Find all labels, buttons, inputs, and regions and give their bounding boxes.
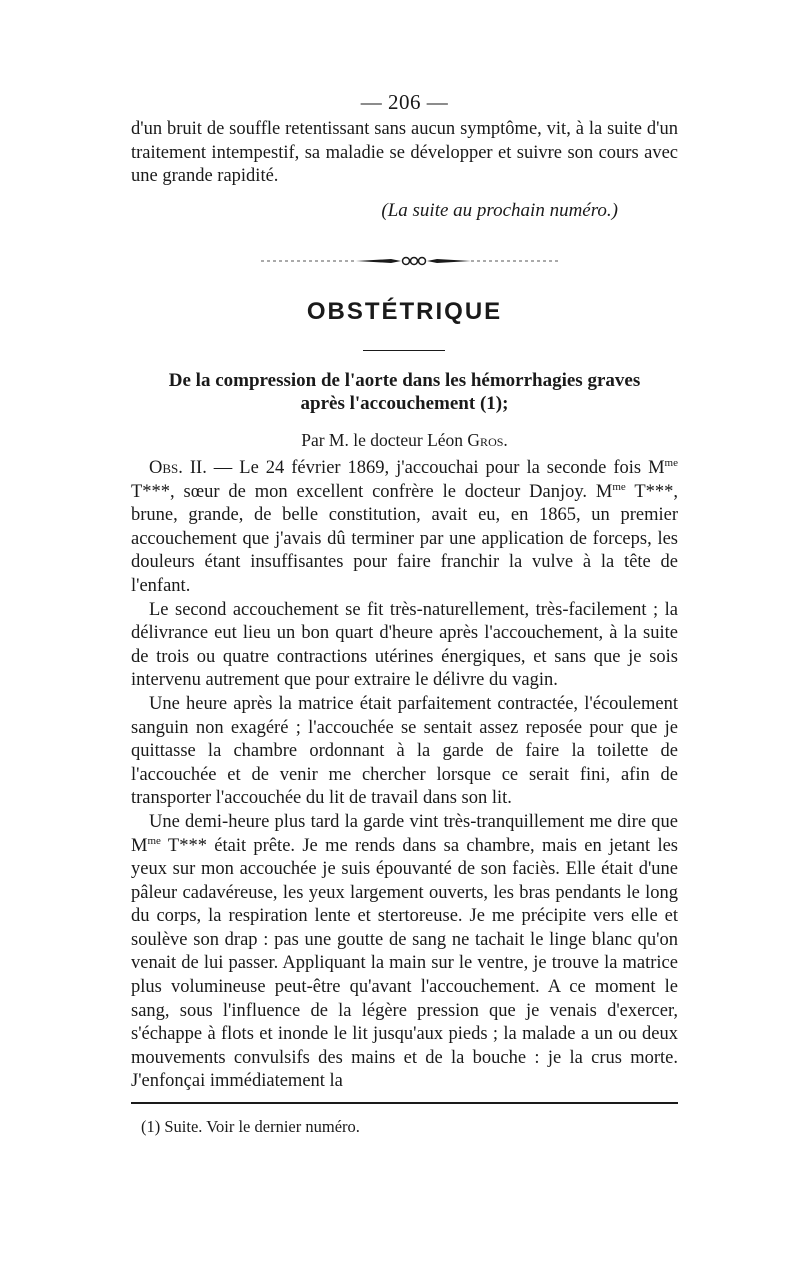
article-title (128, 369, 681, 415)
paragraph-4: Une demi-heure plus tard la garde vint très-tranquillement me dire que $M^{me}$ T*** était prête. Je me rends dans sa chambre, mais en jetant les yeux sur mon accouchée je suis épouvanté de son faciès. Elle était d'une pâleur cadavéreuse, les yeux largement ouverts, les bras pendants le long du corps, la respiration lente et stertoreuse. Je me précipite vers elle et soulève son drap : pas une goutte de sang ne tachait le linge blanc qu'on venait de lui passer. Appliquant la main sur le ventre, je trouve la matrice plus volumineuse peut-être qu'avant l'accouchement. A ce moment le sang, sous l'influence de la légère pression que je venais d'exercer, s'échappe à flots et inonde le lit jusqu'aux pieds ; la malade a un ou deux mouvements convulsifs des mains et de la bouche : je la crus morte. J'enfonçai immédiatement la (131, 811, 678, 1092)
page-number: — 206 — (360, 90, 449, 114)
ornament-divider (261, 252, 561, 270)
author-prefix: Par M. le docteur Léon (301, 430, 464, 450)
continuation-text: d'un bruit de souffle retentissant sans aucun symptôme, vit, à la suite d'un traitement intempestif, sa maladie se développer et suivre son cours avec une grande rapidité. (131, 119, 678, 187)
section-title: OBSTÉTRIQUE (306, 298, 503, 325)
obs-label: Obs. II. (149, 458, 207, 478)
article-body (131, 457, 678, 1094)
author-name: Gros. (467, 430, 508, 450)
article-title-line-1: De la compression de l'aorte dans les hémorrhagies graves (168, 370, 641, 391)
footnote-rule (131, 1102, 678, 1104)
paragraph-2: Le second accouchement se fit très-naturellement, très-facilement ; la délivrance eut lieu un bon quart d'heure après l'accouchement, à la suite de trois ou quatre contractions utérines énergiques, et sans que je sois intervenu autrement que pour extraire le délivre du vagin. (131, 599, 678, 691)
article-title-line-2: après l'accouchement (1); (300, 393, 509, 414)
footnote: (1) Suite. Voir le dernier numéro. (141, 1117, 360, 1136)
author-line (131, 430, 678, 451)
title-rule (363, 350, 445, 351)
paragraph-1: Obs. II. — Le 24 février 1869, j'accouchai pour la seconde fois $M^{me}$ T***, sœur de mon excellent confrère le docteur Danjoy. $M^{me}$ T***, brune, grande, de belle constitution, avait eu, en 1865, un premier accouchement que j'avais dû terminer par une application de forceps, les douleurs étant insuffisantes pour faire franchir la vulve à la tête de l'enfant. (131, 456, 678, 596)
paragraph-3: Une heure après la matrice était parfaitement contractée, l'écoulement sanguin non exagéré ; l'accouchée se sentait assez reposée pour que je quittasse la chambre ordonnant à la garde de faire la toilette de l'accouchée et de venir me chercher lorsque ce serait fini, afin de transporter l'accouchée du lit de travail dans son lit. (131, 693, 678, 809)
continuation-paragraph (131, 118, 678, 189)
to-be-continued: (La suite au prochain numéro.) (381, 200, 618, 221)
